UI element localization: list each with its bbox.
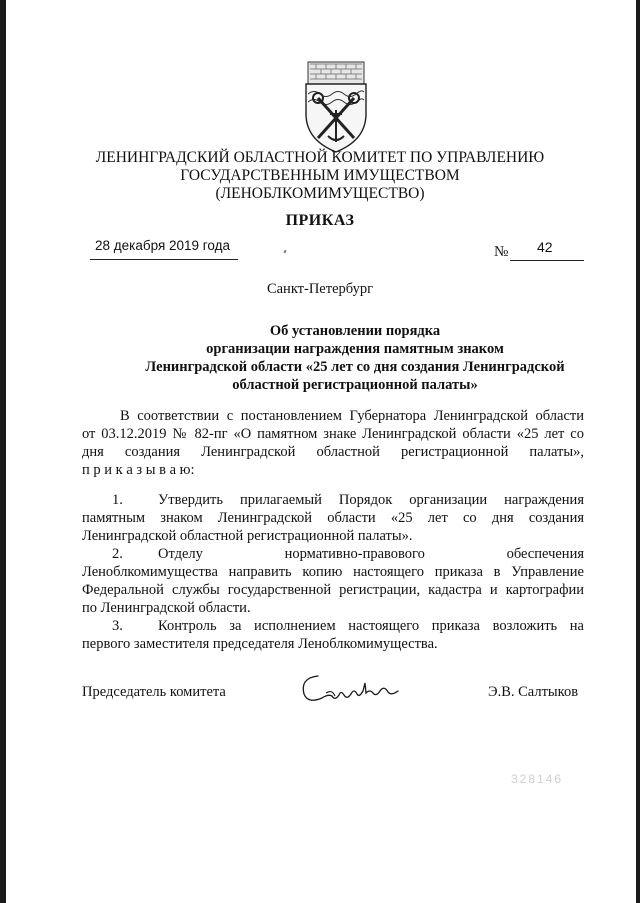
document-city: Санкт-Петербург bbox=[266, 281, 374, 297]
preamble-line: дня создания Ленинградской областной регистрационной палаты», bbox=[82, 444, 584, 460]
preamble-line: В соответствии с постановлением Губернатора Ленинградской области bbox=[120, 408, 584, 424]
item-line: первого заместителя председателя Леноблкомимущества. bbox=[82, 636, 438, 652]
scan-edge-right bbox=[636, 0, 640, 903]
org-name-line-3: (ЛЕНОБЛКОМИМУЩЕСТВО) bbox=[215, 185, 425, 202]
document-type: ПРИКАЗ bbox=[285, 212, 355, 229]
item-line: Леноблкомимущества направить копию настоящего приказа в Управление bbox=[82, 564, 584, 580]
signatory-position: Председатель комитета bbox=[82, 684, 226, 700]
item-line: Утвердить прилагаемый Порядок организации награждения bbox=[158, 492, 584, 508]
date-underline bbox=[90, 259, 238, 260]
number-underline bbox=[510, 260, 584, 261]
document-title-line: Об установлении порядка bbox=[269, 323, 441, 339]
signatory-name: Э.В. Салтыков bbox=[488, 684, 579, 700]
document-number: 42 bbox=[537, 239, 553, 255]
item-number: 3. bbox=[112, 618, 123, 634]
registration-stamp: 328146 bbox=[511, 772, 564, 786]
order-word: п р и к а з ы в а ю: bbox=[82, 462, 195, 478]
org-name-line-1: ЛЕНИНГРАДСКИЙ ОБЛАСТНОЙ КОМИТЕТ ПО УПРАВЛЕНИЮ bbox=[95, 149, 545, 166]
item-line: по Ленинградской области. bbox=[82, 600, 251, 616]
document-title-line: Ленинградской области «25 лет со дня создания Ленинградской bbox=[145, 359, 565, 375]
document-title-line: областной регистрационной палаты» bbox=[232, 377, 478, 393]
item-line: Ленинградской областной регистрационной палаты». bbox=[82, 528, 413, 544]
handwritten-signature bbox=[296, 666, 406, 706]
item-line: памятным знаком Ленинградской области «25 лет со дня создания bbox=[82, 510, 584, 526]
scan-edge-left bbox=[0, 0, 6, 903]
document-date: 28 декабря 2019 года bbox=[95, 238, 231, 253]
item-number: 1. bbox=[112, 492, 123, 508]
scan-speck bbox=[283, 250, 286, 254]
number-sign: № bbox=[494, 244, 509, 260]
org-name-line-2: ГОСУДАРСТВЕННЫМ ИМУЩЕСТВОМ bbox=[180, 167, 460, 184]
item-number: 2. bbox=[112, 546, 123, 562]
preamble-line: от 03.12.2019 № 82-пг «О памятном знаке Ленинградской области «25 лет со bbox=[82, 426, 584, 442]
document-title-line: организации награждения памятным знаком bbox=[206, 341, 504, 357]
item-line: Контроль за исполнением настоящего приказа возложить на bbox=[158, 618, 584, 634]
coat-of-arms-emblem bbox=[302, 60, 370, 156]
item-line: Отделу нормативно-правового обеспечения bbox=[158, 546, 584, 562]
item-line: Федеральной службы государственной регистрации, кадастра и картографии bbox=[82, 582, 584, 598]
